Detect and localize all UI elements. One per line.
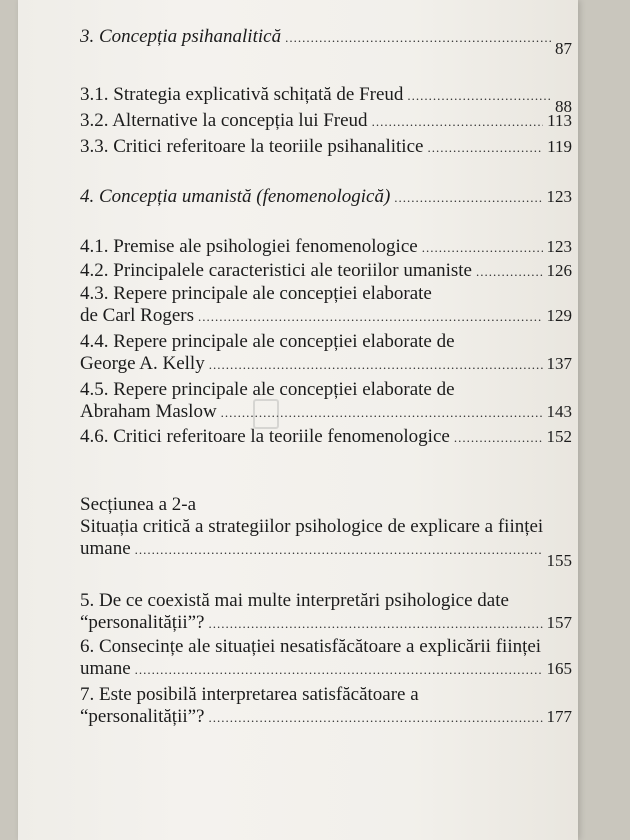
toc-entry [80,590,572,635]
leader-dots [407,85,551,107]
toc-entry-label: 4. Concepția umanistă (fenomenologică) [80,186,391,207]
toc-entry-label: 3.3. Critici referitoare la teoriile psihanalitice [80,136,424,157]
leader-dots [372,111,544,133]
toc-entry-page: 119 [547,137,572,156]
toc-entry-label-line2: “personalității”? [80,612,205,633]
leader-dots [427,137,543,159]
toc-entry-page: 157 [546,613,572,632]
toc-entry [80,684,572,729]
toc-entry-label-line2: George A. Kelly [80,353,205,374]
watermark-box-icon [253,399,279,429]
toc-entry-page: 129 [546,306,572,325]
toc-entry-label-line2: Abraham Maslow [80,401,217,422]
toc-entry-label-line1: 4.5. Repere principale ale concepției elaborate de [80,379,455,400]
toc-entry-label-line2: “personalității”? [80,706,205,727]
toc-entry-page: 152 [546,427,572,446]
toc-entry-label-line1: 4.3. Repere principale ale concepției elaborate [80,283,432,304]
book-page [18,0,578,840]
toc-entry-label-line2: umane [80,658,131,679]
toc-entry [80,283,572,328]
leader-dots [422,237,543,259]
leader-dots [476,261,543,283]
toc-entry-label: 3.1. Strategia explicativă schițată de Freud [80,84,404,105]
toc-entry-label: 4.1. Premise ale psihologiei fenomenologice [80,236,418,257]
toc-entry [80,636,572,681]
toc-entry [80,136,572,159]
toc-entry-page: 143 [546,402,572,421]
toc-entry [80,236,572,259]
toc-entry-page: 123 [546,237,572,256]
toc-entry-label-line2: umane [80,538,131,559]
leader-dots [394,187,542,209]
leader-dots [209,354,543,376]
toc-entry-label: 3.2. Alternative la concepția lui Freud [80,110,368,131]
leader-dots [198,306,543,328]
section-title: Secțiunea a 2-a [80,494,197,515]
toc-entry [80,84,572,116]
toc-entry-label: 4.2. Principalele caracteristici ale teoriilor umaniste [80,260,472,281]
toc-entry-label-line1: 7. Este posibilă interpretarea satisfăcătoare a [80,684,419,705]
toc-entry-label: 4.6. Critici referitoare la teoriile fenomenologice [80,426,450,447]
toc-entry-page: 177 [546,707,572,726]
leader-dots [454,427,543,449]
toc-entry-page: 165 [546,659,572,678]
toc-entry-label-line1: 6. Consecințe ale situației nesatisfăcătoare a explicării ființei [80,636,542,657]
leader-dots [209,613,543,635]
toc-entry-page: 137 [546,354,572,373]
toc-entry-page: 123 [546,187,572,206]
toc-entry [80,186,572,209]
toc-entry-label-line1: 5. De ce coexistă mai multe interpretări psihologice date [80,590,509,611]
toc-entry-label-line1: Situația critică a strategiilor psihologice de explicare a ființei [80,516,544,537]
watermark-logo [253,393,413,453]
toc-entry-page: 126 [546,261,572,280]
toc-section [80,494,572,570]
toc-entry-page: 113 [547,111,572,130]
leader-dots [285,27,551,49]
toc-entry [80,260,572,283]
toc-entry-page: 88 [555,97,572,116]
toc-entry [80,26,572,58]
leader-dots [135,539,543,561]
toc-entry-page: 155 [546,551,572,570]
toc-entry-label: 3. Concepția psihanalitică [80,26,282,47]
toc-entry-page: 87 [555,39,572,58]
toc-entry-label-line1: 4.4. Repere principale ale concepției elaborate de [80,331,455,352]
toc-entry [80,110,572,133]
toc-entry-label-line2: de Carl Rogers [80,305,194,326]
leader-dots [135,659,543,681]
toc-entry [80,331,572,376]
leader-dots [209,707,543,729]
